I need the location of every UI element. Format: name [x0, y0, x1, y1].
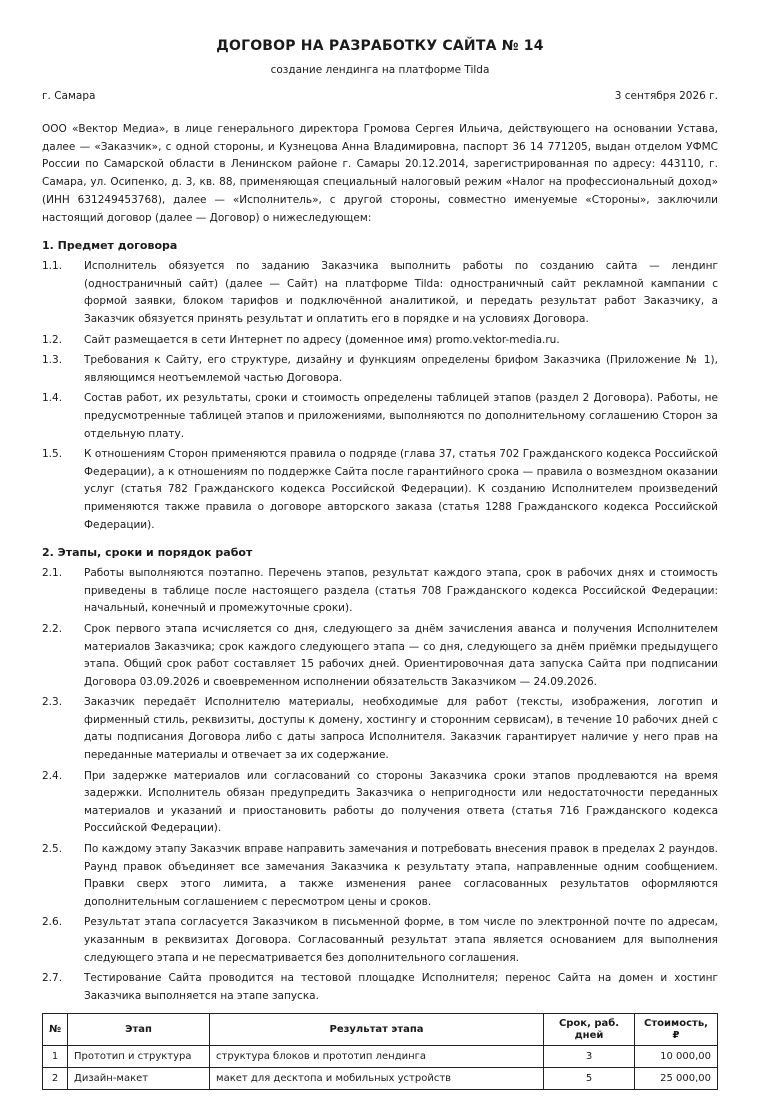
cell-stage: Дизайн-макет: [68, 1068, 210, 1090]
clause: [42, 694, 718, 764]
clause: [42, 446, 718, 534]
clause: [42, 352, 718, 387]
cell-num: 2: [43, 1068, 68, 1090]
clause-number: 2.4.: [42, 769, 63, 782]
clause-number: 1.4.: [42, 392, 63, 405]
clause-number: 1.5.: [42, 448, 63, 461]
clause-number: 2.2.: [42, 622, 63, 635]
clause: [42, 390, 718, 443]
clause-text: Состав работ, их результаты, сроки и стоимость определены таблицей этапов (раздел 2 Договора). Работы, не предусмотренные таблицей этапов и приложениями, выполняются по дополнительному соглашению Сторон за отдельную плату.: [84, 392, 718, 440]
table-row: [43, 1068, 718, 1090]
clause-number: 1.1.: [42, 260, 63, 273]
document-title: ДОГОВОР НА РАЗРАБОТКУ САЙТА № 14: [216, 38, 544, 54]
clause-text: Требования к Сайту, его структуре, дизайну и функциям определены брифом Заказчика (Приложение № 1), являющимся неотъемлемой частью Договора.: [84, 354, 718, 384]
clause: [42, 841, 718, 911]
header-cost: Стоимость, ₽: [635, 1014, 718, 1046]
clause: [42, 332, 718, 350]
cell-cost: 10 000,00: [635, 1046, 718, 1068]
clause: [42, 258, 718, 328]
contract-date: 3 сентября 2026 г.: [614, 90, 718, 102]
clause-number: 2.5.: [42, 843, 63, 856]
clause-text: При задержке материалов или согласований со стороны Заказчика сроки этапов продлеваются на время задержки. Исполнитель обязан предупредить Заказчика о непригодности или недостаточности переданных материалов и указаний и приостановить работы до получения ответа (статья 716 Гражданского кодекса Российской Федерации).: [84, 769, 718, 835]
cell-term: 5: [544, 1068, 635, 1090]
cell-num: 1: [43, 1046, 68, 1068]
section-title: 2. Этапы, сроки и порядок работ: [42, 546, 253, 560]
clause-text: К отношениям Сторон применяются правила о подряде (глава 37, статья 702 Гражданского кодекса Российской Федерации), а к отношениям по поддержке Сайта после гарантийного срока — правила о возмездном оказании услуг (статья 782 Гражданского кодекса Российской Федерации). К созданию Исполнителем произведений применяются также правила о договоре авторского заказа (статья 1288 Гражданского кодекса Российской Федерации).: [84, 448, 718, 531]
clause: [42, 621, 718, 691]
clause-number: 2.3.: [42, 696, 63, 709]
table-header-row: [43, 1014, 718, 1046]
section-subject: [42, 239, 718, 534]
header-stage: Этап: [68, 1014, 210, 1046]
clause: [42, 970, 718, 1005]
header-num: №: [43, 1014, 68, 1046]
clause: [42, 565, 718, 618]
clause-text: Заказчик передаёт Исполнителю материалы, необходимые для работ (тексты, изображения, логотип и фирменный стиль, реквизиты, доступы к домену, хостингу и сторонним сервисам), в течение 10 рабочих дней с даты подписания Договора либо с даты запроса Исполнителя. Заказчик гарантирует наличие у него прав на переданные материалы и отвечает за их содержание.: [84, 696, 718, 762]
clause-number: 2.1.: [42, 567, 63, 580]
cell-cost: 25 000,00: [635, 1068, 718, 1090]
stages-table: [42, 1013, 718, 1090]
clause: [42, 914, 718, 967]
clause-text: Работы выполняются поэтапно. Перечень этапов, результат каждого этапа, срок в рабочих днях и стоимость приведены в таблице после настоящего раздела (статья 708 Гражданского кодекса Российской Федерации: начальный, конечный и промежуточные сроки).: [84, 567, 718, 615]
table-row: [43, 1046, 718, 1068]
cell-term: 3: [544, 1046, 635, 1068]
cell-result: макет для десктопа и мобильных устройств: [210, 1068, 544, 1090]
clause-text: Срок первого этапа исчисляется со дня, следующего за днём зачисления аванса и получения Исполнителем материалов Заказчика; срок каждого следующего этапа — со дня, следующего за днём приёмки предыдущего этапа. Общий срок работ составляет 15 рабочих дней. Ориентировочная дата запуска Сайта при подписании Договора 03.09.2026 и своевременном исполнении обязательств Заказчиком — 24.09.2026.: [84, 622, 718, 688]
clause-number: 1.3.: [42, 354, 63, 367]
document-subtitle: создание лендинга на платформе Tilda: [270, 64, 490, 76]
header-result: Результат этапа: [210, 1014, 544, 1046]
cell-stage: Прототип и структура: [68, 1046, 210, 1068]
contract-city: г. Самара: [42, 90, 96, 102]
cell-result: структура блоков и прототип лендинга: [210, 1046, 544, 1068]
clause-number: 1.2.: [42, 333, 63, 346]
preamble: ООО «Вектор Медиа», в лице генерального директора Громова Сергея Ильича, действующего на основании Устава, далее — «Заказчик», с одной стороны, и Кузнецова Анна Владимировна, паспорт 36 14 771205, выдан отделом УФМС России по Самарской области в Ленинском районе г. Самары 20.12.2014, зарегистрированная по адресу: 443110, г. Самара, ул. Осипенко, д. 3, кв. 88, применяющая специальный налоговый режим «Налог на профессиональный доход» (ИНН 631249453768), далее — «Исполнитель», с другой стороны, совместно именуемые «Стороны», заключили настоящий договор (далее — Договор) о нижеследующем:: [42, 123, 718, 224]
clause: [42, 768, 718, 838]
clause-text: Тестирование Сайта проводится на тестовой площадке Исполнителя; перенос Сайта на домен и хостинг Заказчика выполняется на этапе запуска.: [84, 972, 718, 1002]
clause-number: 2.7.: [42, 972, 63, 985]
section-stages: [42, 546, 718, 1005]
clause-text: Результат этапа согласуется Заказчиком в письменной форме, в том числе по электронной почте по адресам, указанным в реквизитах Договора. Согласованный результат этапа является основанием для выполнения следующего этапа и не пересматривается без дополнительного соглашения.: [84, 916, 718, 964]
place-date-line: [42, 90, 718, 102]
clause-text: Сайт размещается в сети Интернет по адресу (доменное имя) promo.vektor-media.ru.: [84, 333, 560, 346]
clause-text: Исполнитель обязуется по заданию Заказчика выполнить работы по созданию сайта — лендинг (одностраничный сайт) (далее — Сайт) на платформе Tilda: одностраничный сайт рекламной кампании с формой заявки, блоком тарифов и подключённой аналитикой, и передать результат работ Заказчику, а Заказчик обязуется принять результат и оплатить его в порядке и на условиях Договора.: [84, 260, 718, 325]
header-term: Срок, раб. дней: [544, 1014, 635, 1046]
clause-number: 2.6.: [42, 916, 63, 929]
section-title: 1. Предмет договора: [42, 239, 178, 253]
clause-text: По каждому этапу Заказчик вправе направить замечания и потребовать внесения правок в пределах 2 раундов. Раунд правок объединяет все замечания Заказчика к результату этапа, направленные одним сообщением. Правки сверх этого лимита, а также изменения ранее согласованных результатов оформляются дополнительным соглашением с пересмотром цены и сроков.: [84, 843, 718, 908]
